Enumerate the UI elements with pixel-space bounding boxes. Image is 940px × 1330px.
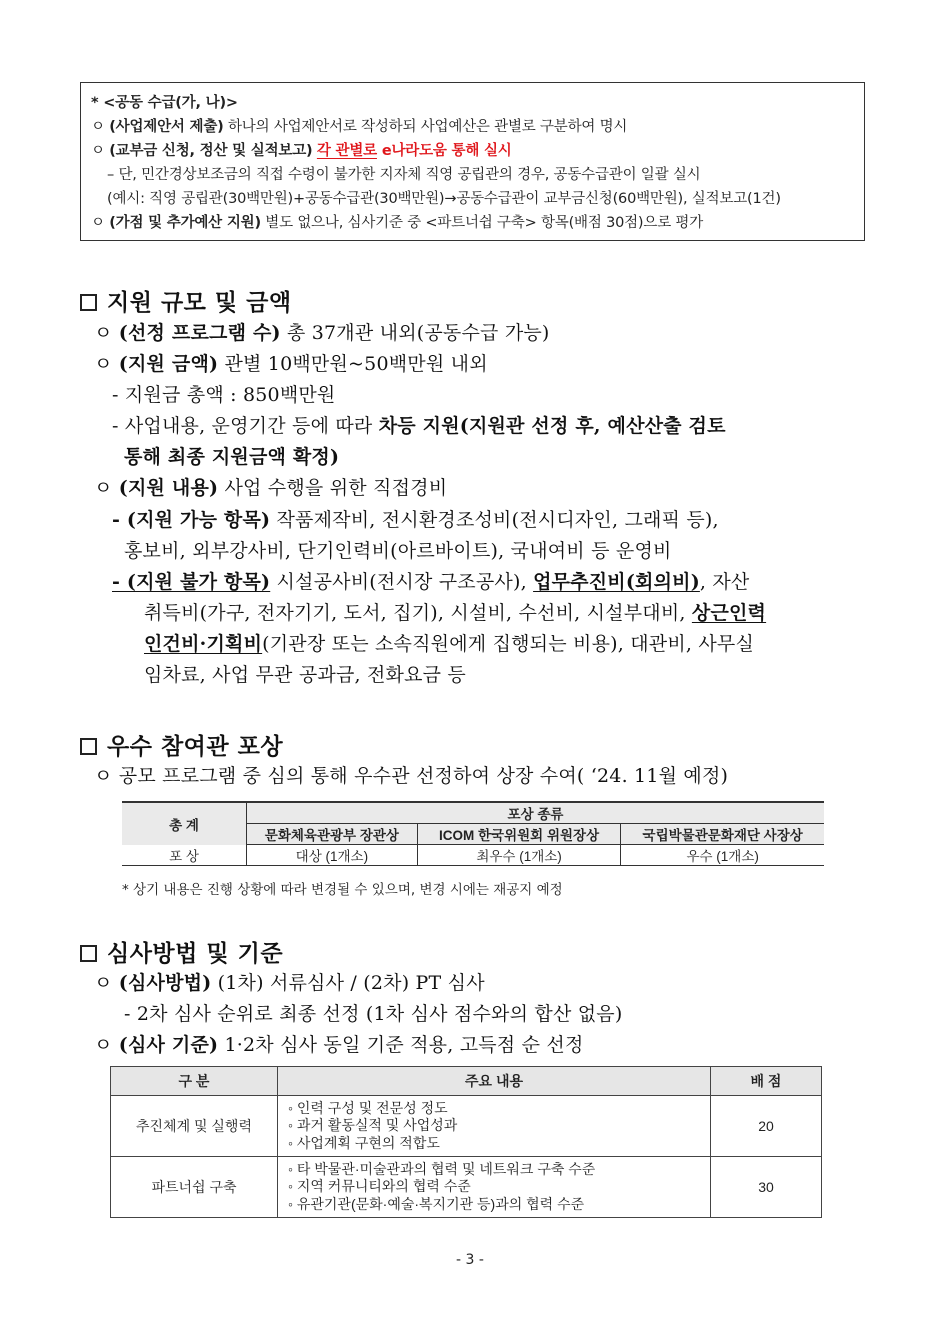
criteria-row2-items: ◦ 타 박물관·미술관과의 협력 및 네트워크 구축 수준 ◦ 지역 커뮤니티와의 협력 수준 ◦ 유관기관(문화·예술·복지기관 등)과의 협력 수준 — [278, 1157, 711, 1218]
checkbox-square-icon — [80, 294, 97, 311]
joint-procurement-note-box — [80, 82, 865, 241]
review-criteria-table — [110, 1066, 822, 1218]
para-selected-programs: ㅇ (선정 프로그램 수) 총 37개관 내외(공동수급 가능) — [94, 322, 550, 344]
criteria-row1-label: 추진체계 및 실행력 — [111, 1096, 278, 1157]
para-review-criteria: ㅇ (심사 기준) 1·2차 심사 동일 기준 적용, 고득점 순 선정 — [94, 1034, 584, 1056]
award-cell-merit: 우수 (1개소) — [621, 845, 824, 866]
para-award-desc: ㅇ 공모 프로그램 중 심의 통해 우수관 선정하여 상장 수여( ‘24. 11월 예정) — [94, 765, 729, 787]
para-ineligible-items-cont2: 인건비·기획비(기관장 또는 소속직원에게 집행되는 비용), 대관비, 사무실 — [144, 633, 755, 655]
page-number: - 3 - — [456, 1252, 484, 1268]
para-eligible-items: - (지원 가능 항목) 작품제작비, 전시환경조성비(전시디자인, 그래픽 등), — [112, 509, 719, 531]
section-heading-award: 우수 참여관 포상 — [80, 728, 283, 761]
award-change-note: * 상기 내용은 진행 상황에 따라 변경될 수 있으며, 변경 시에는 재공지 예정 — [122, 882, 563, 898]
para-total-amount: - 지원금 총액 : 850백만원 — [112, 384, 336, 406]
section-heading-support-scale: 지원 규모 및 금액 — [80, 284, 292, 317]
criteria-row1-items: ◦ 인력 구성 및 전문성 정도 ◦ 과거 활동실적 및 사업성과 ◦ 사업계획 구현의 적합도 — [278, 1096, 711, 1157]
note-title: * <공동 수급(가, 나)> — [91, 95, 238, 111]
award-header-ministry: 문화체육관광부 장관상 — [247, 824, 418, 845]
award-header-total: 총 계 — [122, 802, 247, 845]
note-line-bonus: ㅇ (가점 및 추가예산 지원) 별도 없으나, 심사기준 중 <파트너쉽 구축> 항목(배점 30점)으로 평가 — [91, 215, 704, 231]
award-cell-grand: 대상 (1개소) — [247, 845, 418, 866]
para-review-rank: - 2차 심사 순위로 최종 선정 (1차 심사 점수와의 합산 없음) — [124, 1003, 623, 1025]
para-differential: - 사업내용, 운영기간 등에 따라 차등 지원(지원관 선정 후, 예산산출 검토 — [112, 415, 726, 437]
criteria-row2-label: 파트너쉽 구축 — [111, 1157, 278, 1218]
award-cell-excellence: 최우수 (1개소) — [417, 845, 621, 866]
para-ineligible-items-cont1: 취득비(가구, 전자기기, 도서, 집기), 시설비, 수선비, 시설부대비, 상근인력 — [144, 602, 767, 624]
note-line-exception: – 단, 민간경상보조금의 직접 수령이 불가한 지자체 직영 공립관의 경우, 공동수급관이 일괄 실시 — [107, 167, 701, 183]
para-eligible-items-cont: 홍보비, 외부강사비, 단기인력비(아르바이트), 국내여비 등 운영비 — [124, 540, 672, 562]
award-row-label: 포 상 — [122, 845, 247, 866]
criteria-header-content: 주요 내용 — [278, 1067, 711, 1096]
section-heading-review: 심사방법 및 기준 — [80, 935, 283, 968]
para-differential-cont: 통해 최종 지원금액 확정) — [124, 446, 340, 468]
award-header-kind: 포상 종류 — [247, 802, 825, 824]
note-line-example: (예시: 직영 공립관(30백만원)+공동수급관(30백만원)→공동수급관이 교부금신청(60백만원), 실적보고(1건) — [107, 191, 781, 207]
para-support-amount: ㅇ (지원 금액) 관별 10백만원~50백만원 내외 — [94, 353, 488, 375]
checkbox-square-icon — [80, 945, 97, 962]
para-review-method: ㅇ (심사방법) (1차) 서류심사 / (2차) PT 심사 — [94, 972, 485, 994]
para-ineligible-items: - (지원 불가 항목) 시설공사비(전시장 구조공사), 업무추진비(회의비), 자산 — [112, 571, 750, 593]
note-line-grant: ㅇ (교부금 신청, 정산 및 실적보고) 각 관별로 e나라도움 통해 실시 — [91, 143, 512, 159]
award-header-icom: ICOM 한국위원회 위원장상 — [417, 824, 621, 845]
award-header-foundation: 국립박물관문화재단 사장상 — [621, 824, 824, 845]
criteria-row2-score: 30 — [711, 1157, 822, 1218]
note-line-proposal: ㅇ (사업제안서 제출) 하나의 사업제안서로 작성하되 사업예산은 관별로 구분하여 명시 — [91, 119, 628, 135]
checkbox-square-icon — [80, 738, 97, 755]
para-ineligible-items-cont3: 임차료, 사업 무관 공과금, 전화요금 등 — [144, 664, 466, 686]
criteria-header-score: 배 점 — [711, 1067, 822, 1096]
para-support-content: ㅇ (지원 내용) 사업 수행을 위한 직접경비 — [94, 477, 448, 499]
award-table — [122, 801, 824, 866]
criteria-row1-score: 20 — [711, 1096, 822, 1157]
criteria-header-category: 구 분 — [111, 1067, 278, 1096]
